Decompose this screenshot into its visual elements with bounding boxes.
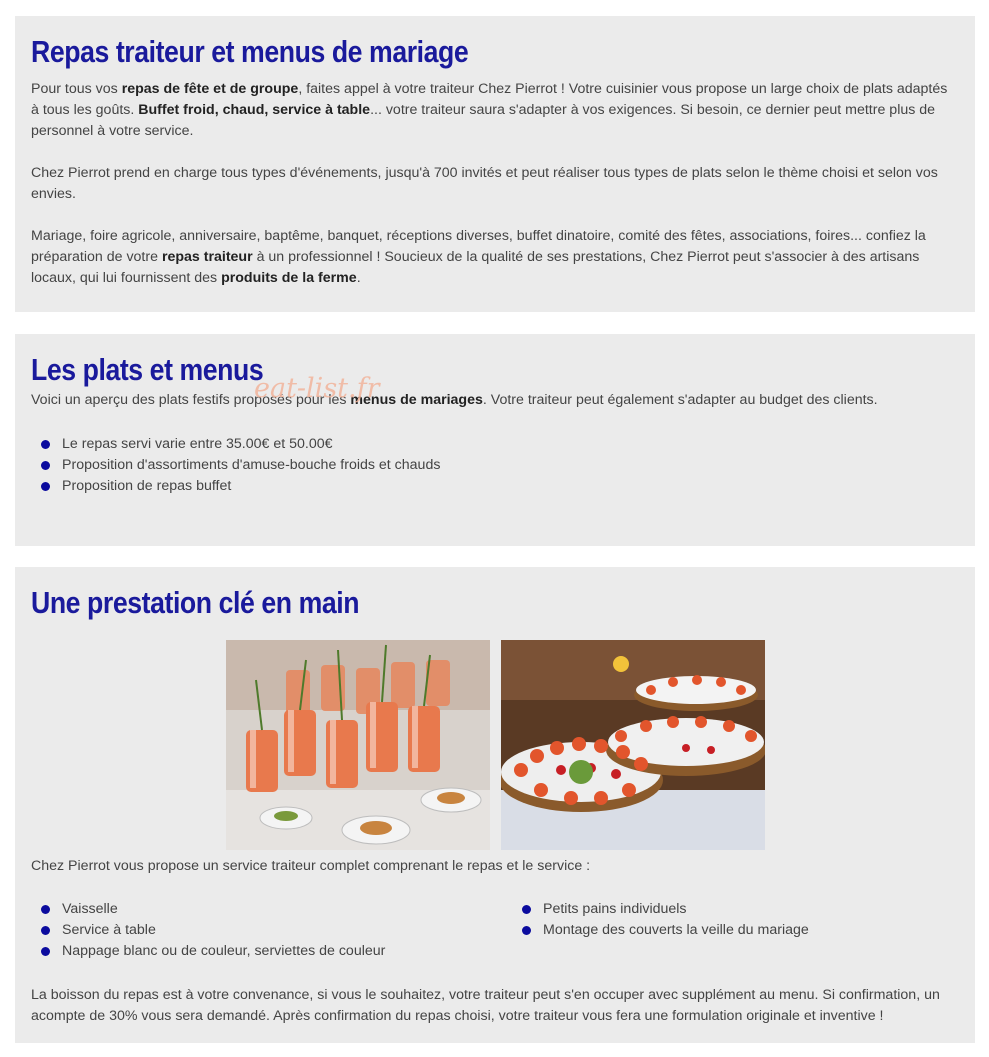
- section-title: Repas traiteur et menus de mariage: [31, 34, 469, 69]
- section-plats-menus: [15, 334, 975, 546]
- list-item: Proposition d'assortiments d'amuse-bouche froids et chauds: [31, 455, 959, 476]
- section-prestation: [15, 567, 975, 1043]
- section-repas-traiteur: [15, 16, 975, 312]
- service-list-right: [512, 899, 959, 941]
- list-item: Vaisselle: [31, 899, 501, 920]
- verrines-image: [226, 640, 490, 850]
- menu-bullet-list: [31, 434, 959, 497]
- intro-paragraph: Pour tous vos repas de fête et de groupe, faites appel à votre traiteur Chez Pierrot ! Votre cuisinier vous propose un large choix de plats adaptés à tous les goûts. Buffet froid, chaud, service à table... votre traiteur saura s'adapter à vos exigences. Si besoin, ce dernier peut mettre plus de personnel à votre service.: [31, 81, 948, 139]
- photo-buffet: [501, 640, 765, 850]
- list-item: Le repas servi varie entre 35.00€ et 50.00€: [31, 434, 959, 455]
- intro-paragraph: Voici un aperçu des plats festifs proposés pour les menus de mariages. Votre traiteur peut également s'adapter au budget des clients.: [31, 392, 878, 408]
- service-intro: Chez Pierrot vous propose un service traiteur complet comprenant le repas et le service :: [31, 858, 591, 874]
- photo-verrines: [226, 640, 490, 850]
- events-paragraph: Chez Pierrot prend en charge tous types d'événements, jusqu'à 700 invités et peut réaliser tous types de plats selon le thème choisi et selon vos envies.: [31, 165, 938, 202]
- section-title: Les plats et menus: [31, 352, 264, 387]
- list-item: Montage des couverts la veille du mariage: [512, 920, 959, 941]
- watermark-logo: eat-list.fr: [254, 373, 380, 404]
- list-item: Proposition de repas buffet: [31, 476, 959, 497]
- list-item: Petits pains individuels: [512, 899, 959, 920]
- buffet-image: [501, 640, 765, 850]
- list-item: Nappage blanc ou de couleur, serviettes de couleur: [31, 941, 501, 962]
- occasions-paragraph: Mariage, foire agricole, anniversaire, baptême, banquet, réceptions diverses, buffet dinatoire, comité des fêtes, associations, foires... confiez la préparation de votre repas traiteur à un professionnel ! Soucieux de la qualité de ses prestations, Chez Pierrot peut s'associer à des artisans locaux, qui lui fournissent des produits de la ferme.: [31, 228, 926, 286]
- closing-paragraph: La boisson du repas est à votre convenance, si vous le souhaitez, votre traiteur peut s'en occuper avec supplément au menu. Si confirmation, un acompte de 30% vous sera demandé. Après confirmation du repas choisi, votre traiteur vous fera une formulation originale et inventive !: [31, 987, 940, 1024]
- service-list-left: [31, 899, 501, 962]
- list-item: Service à table: [31, 920, 501, 941]
- section-title: Une prestation clé en main: [31, 585, 360, 620]
- photo-gallery: [226, 640, 766, 850]
